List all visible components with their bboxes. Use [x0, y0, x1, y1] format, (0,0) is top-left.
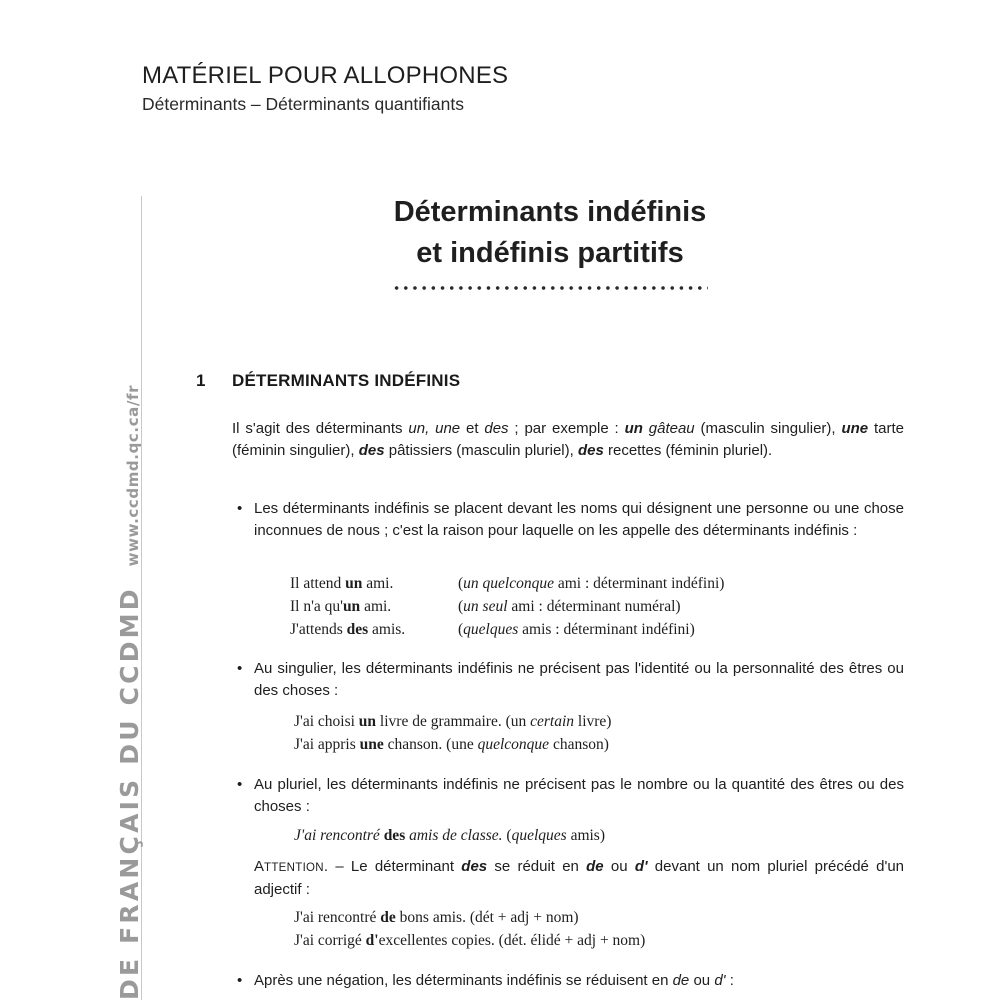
side-publisher: DE FRANÇAIS DU CCDMD — [115, 586, 144, 1000]
example-line: J'ai rencontré de bons amis. (dét + adj + nom) — [294, 909, 579, 926]
header-subtitle: Déterminants – Déterminants quantifiants — [142, 94, 464, 114]
example-line: J'ai choisi un livre de grammaire. (un certain livre) — [294, 713, 612, 730]
bullet-mark: • — [237, 972, 243, 989]
bullet-mark: • — [237, 776, 243, 793]
intro-text: Il s'agit des déterminants — [232, 420, 409, 437]
intro-bold: une — [841, 420, 869, 437]
example-line: Il n'a qu'un ami. (un seul ami : déterminant numéral) — [290, 598, 681, 615]
example-line: J'ai corrigé d'excellentes copies. (dét. élidé + adj + nom) — [294, 932, 646, 949]
intro-text: (masculin singulier), — [694, 420, 842, 437]
intro-text: recettes (féminin pluriel). — [603, 442, 773, 459]
example-line: J'attends des amis. (quelques amis : déterminant indéfini) — [290, 621, 695, 638]
bullet-2-text: Au singulier, les déterminants indéfinis ne précisent pas l'identité ou la personnalité des êtres ou des choses : — [254, 660, 904, 699]
attention-note: ATTENTION. – Le déterminant des se réduit en de ou d' devant un nom pluriel précédé d'un adjectif : — [254, 858, 905, 898]
page-title-line1: Déterminants indéfinis — [393, 196, 707, 228]
intro-bold: un — [624, 420, 643, 437]
bullet-3 — [237, 774, 904, 818]
section-title: DÉTERMINANTS INDÉFINIS — [232, 371, 461, 390]
title-dotted-rule — [392, 286, 708, 290]
intro-text: pâtissiers (masculin pluriel), — [384, 442, 578, 459]
intro-italic: des — [484, 420, 509, 437]
side-vertical-text — [115, 384, 144, 1000]
bullet-4: • Après une négation, les déterminants indéfinis se réduisent en de ou d' : — [254, 970, 904, 992]
example-block-1 — [290, 572, 724, 641]
side-url: www.ccdmd.qc.ca/fr — [124, 384, 142, 567]
intro-text: ; par exemple : — [508, 420, 625, 437]
intro-bold: des — [358, 442, 385, 459]
example-block-4 — [294, 906, 645, 952]
header-title: MATÉRIEL POUR ALLOPHONES — [142, 62, 509, 89]
bullet-mark: • — [237, 500, 243, 517]
example-block-3 — [294, 824, 605, 847]
bullet-1-text: Les déterminants indéfinis se placent devant les noms qui désignent une personne ou une chose inconnues de nous ; c'est la raison pour laquelle on les appelle des déterminants indéfinis : — [254, 500, 904, 539]
intro-text: tarte (féminin singulier), — [232, 420, 904, 459]
intro-italic: gâteau — [648, 420, 695, 437]
bullet-mark: • — [237, 660, 243, 677]
section-number: 1 — [196, 371, 206, 390]
page-title-line2: et indéfinis partitifs — [416, 237, 684, 269]
example-block-2 — [294, 710, 611, 756]
intro-paragraph — [232, 418, 904, 462]
intro-text: et — [460, 420, 485, 437]
page-title — [300, 192, 800, 274]
bullet-3-text: Au pluriel, les déterminants indéfinis ne précisent pas le nombre ou la quantité des êtres ou des choses : — [254, 776, 904, 815]
intro-italic: un, une — [408, 420, 461, 437]
example-line: J'ai rencontré des amis de classe. (quelques amis) — [294, 827, 605, 844]
bullet-2 — [237, 658, 904, 702]
intro-bold: des — [577, 442, 604, 459]
bullet-1 — [237, 498, 904, 542]
example-line: J'ai appris une chanson. (une quelconque chanson) — [294, 736, 609, 753]
example-line: Il attend un ami. (un quelconque ami : déterminant indéfini) — [290, 575, 725, 592]
